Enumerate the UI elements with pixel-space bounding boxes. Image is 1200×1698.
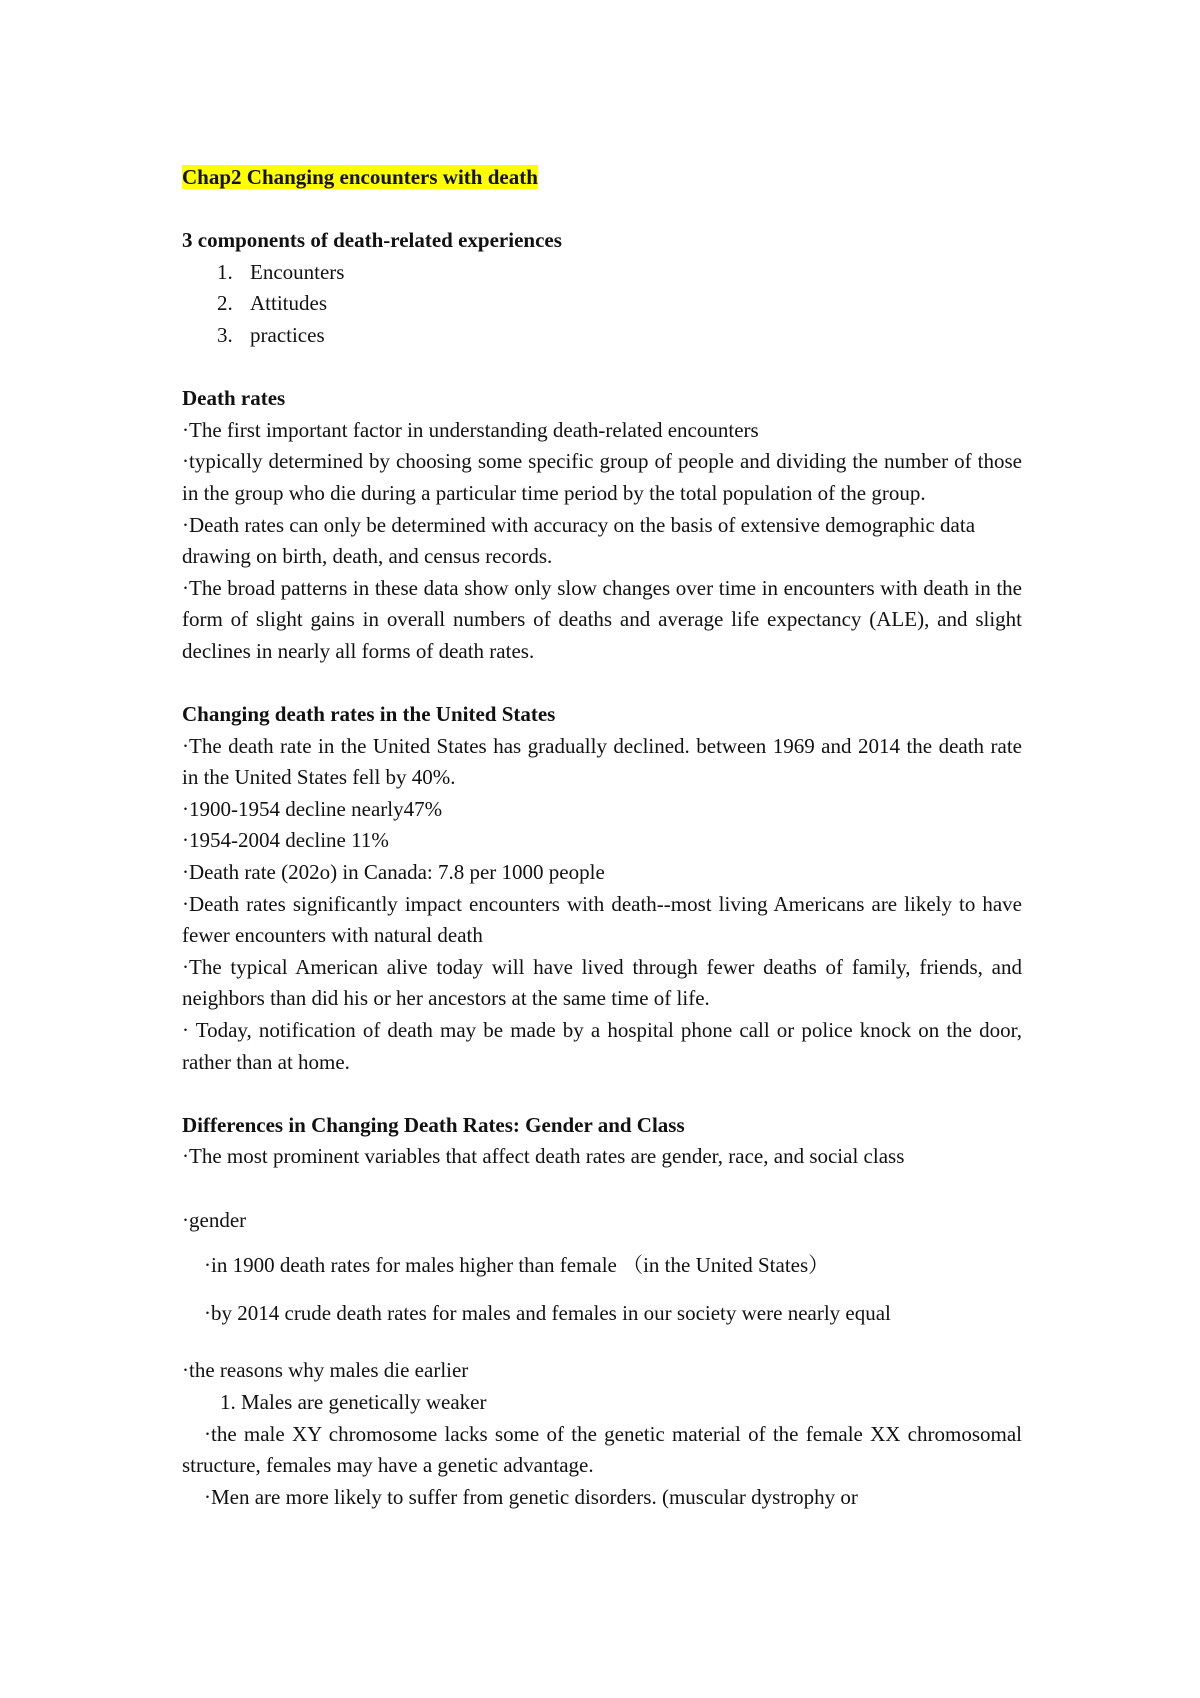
paragraph: ·The typical American alive today will have lived through fewer deaths of family, friends, and neighbors than did his or her ancestors at the same time of life. [182,954,1022,1011]
gender-point: ·in 1900 death rates for males higher than female （in the United States） [204,1253,830,1278]
reasons-label: ·the reasons why males die earlier [182,1358,469,1383]
paragraph: ·The first important factor in understanding death-related encounters [182,417,759,442]
paragraph: ·Death rates significantly impact encounters with death--most living Americans are likely to have fewer encounters with natural death [182,891,1022,948]
differences-heading: Differences in Changing Death Rates: Gender and Class [182,1112,685,1137]
paragraph: ·Death rate (202o) in Canada: 7.8 per 1000 people [182,860,605,885]
list-item: 1. Encounters [217,259,345,284]
gender-point: ·by 2014 crude death rates for males and females in our society were nearly equal [204,1300,891,1325]
reason-point: ·the male XY chromosome lacks some of the genetic material of the female XX chromosomal structure, females may have a genetic advantage. [182,1421,1022,1478]
document-body [182,162,1022,1513]
highlighted-title: Chap2 Changing encounters with death [182,165,538,189]
list-item: 3. practices [217,322,325,347]
list-item: 2. Attitudes [217,291,327,316]
components-heading: 3 components of death-related experiences [182,228,562,253]
page-title [182,162,1022,194]
paragraph: · Today, notification of death may be made by a hospital phone call or police knock on the door, rather than at home. [182,1018,1022,1074]
paragraph: ·1954-2004 decline 11% [182,828,389,853]
paragraph: ·The death rate in the United States has gradually declined. between 1969 and 2014 the death rate in the United States fell by 40%. [182,733,1022,790]
us-death-rates-heading: Changing death rates in the United States [182,702,556,727]
paragraph: ·1900-1954 decline nearly47% [182,796,443,821]
paragraph: ·The most prominent variables that affect death rates are gender, race, and social class [182,1144,905,1169]
reason-item: 1. Males are genetically weaker [220,1389,487,1414]
paragraph: ·Death rates can only be determined with accuracy on the basis of extensive demographic data drawing on birth, death, and census records. [182,512,976,569]
gender-label: ·gender [182,1207,247,1232]
reason-point: ·Men are more likely to suffer from genetic disorders. (muscular dystrophy or [204,1484,858,1509]
paragraph: ·typically determined by choosing some specific group of people and dividing the number of those in the group who die during a particular time period by the total population of the group. [182,449,1022,505]
components-list [182,257,1022,352]
death-rates-heading: Death rates [182,386,286,411]
paragraph: ·The broad patterns in these data show only slow changes over time in encounters with death in the form of slight gains in overall numbers of deaths and average life expectancy (ALE), and slight declines in nearly all forms of death rates. [182,575,1022,663]
